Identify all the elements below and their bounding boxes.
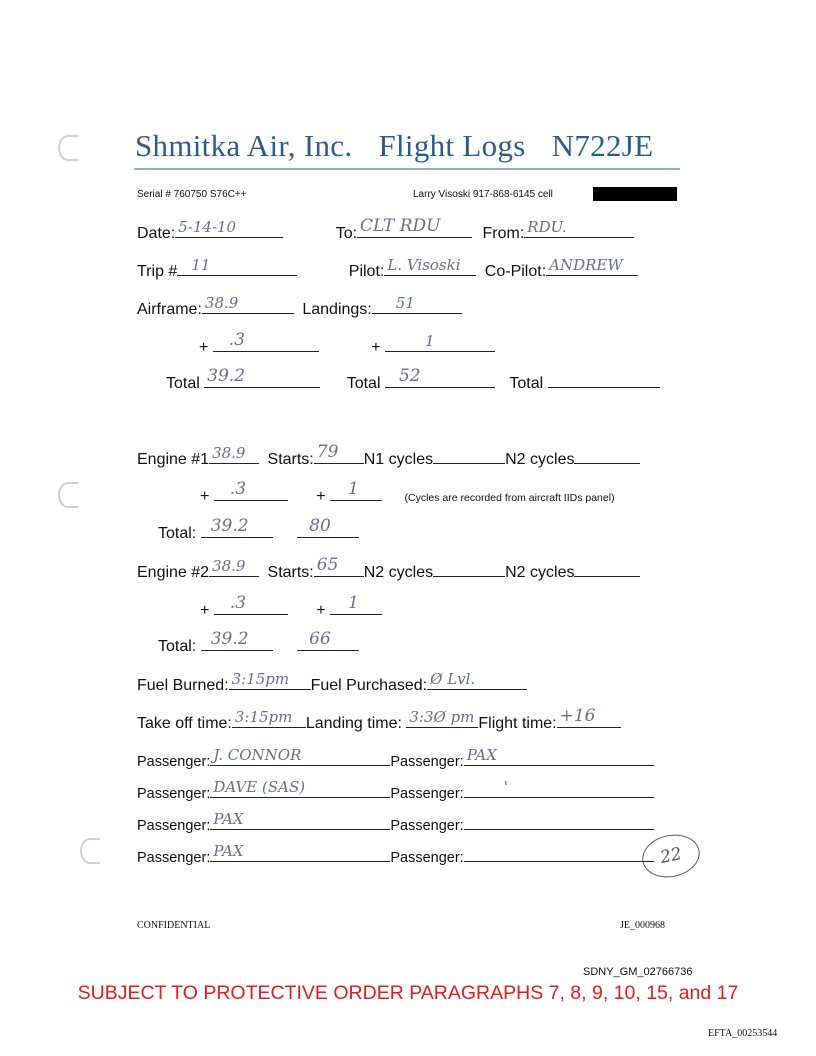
engine1-add-field: .3 [214, 482, 288, 501]
engine1-total-row: Total: 39.2 80 [158, 519, 359, 543]
totals-row: Total 39.2 Total 52 Total [166, 369, 660, 393]
extra-total-field [548, 369, 660, 388]
engine1-starts-add-field: 1 [330, 482, 382, 501]
fuel-purchased-field: Ø Lvl. [427, 671, 527, 690]
punch-hole-mark [80, 838, 100, 864]
efta-number: EFTA_00253544 [708, 1028, 778, 1039]
passenger-field-8 [464, 843, 654, 862]
trip-row: Trip # 11 Pilot: L. Visoski Co-Pilot: ANDREW [137, 257, 638, 281]
sdny-bates-number: SDNY_GM_02766736 [583, 966, 693, 978]
engine1-starts-total-field: 80 [297, 519, 359, 538]
fuel-burned-field: 3:15pm [229, 671, 311, 690]
engine2-field: 38.9 [209, 558, 259, 577]
engine1-field: 38.9 [209, 445, 259, 464]
airframe-row: Airframe: 38.9 Landings: 51 [137, 295, 462, 319]
passenger-field-7: PAX [210, 843, 390, 862]
engine1-row: Engine #1 38.9 Starts: 79 N1 cycles N2 cycles [137, 445, 640, 469]
passenger-field-1: J. CONNOR [210, 747, 390, 766]
flight-time-field: +16 [557, 709, 621, 728]
engine2-total-row: Total: 39.2 66 [158, 632, 359, 656]
engine2-row: Engine #2 38.9 Starts: 65 N2 cycles N2 cycles [137, 558, 640, 582]
landings-add-field: 1 [385, 333, 495, 352]
page-number-circled: 22 [638, 829, 703, 882]
engine2-n2b-field [574, 558, 640, 577]
tail-number: N722JE [551, 128, 654, 163]
engine1-n1-field [433, 445, 505, 464]
passenger-field-4: ' [464, 779, 654, 798]
airframe-add-row: + .3 + 1 [199, 333, 495, 357]
passenger-row-1: Passenger: J. CONNOR Passenger: PAX [137, 747, 654, 770]
passenger-field-5: PAX [210, 811, 390, 830]
pilot-field: L. Visoski [384, 257, 476, 276]
landings-total-field: 52 [385, 369, 495, 388]
passenger-row-4: Passenger: PAX Passenger: [137, 843, 654, 866]
doc-id: JE_000968 [620, 920, 665, 931]
landings-field: 51 [372, 295, 462, 314]
engine2-n2a-field [433, 558, 505, 577]
to-field: CLT RDU [357, 219, 472, 238]
landing-time-field: 3:3Ø pm [406, 709, 478, 728]
engine2-starts-field: 65 [314, 558, 364, 577]
airframe-field: 38.9 [202, 295, 294, 314]
takeoff-time-field: 3:15pm [232, 709, 306, 728]
engine2-starts-add-field: 1 [330, 596, 382, 615]
passenger-field-3: DAVE (SAS) [210, 779, 390, 798]
punch-hole-mark [58, 482, 78, 508]
engine2-starts-total-field: 66 [297, 632, 359, 651]
engine1-total-field: 39.2 [201, 519, 273, 538]
copilot-field: ANDREW [546, 257, 638, 276]
title-divider [134, 168, 680, 170]
fuel-row: Fuel Burned: 3:15pm Fuel Purchased: Ø Lvl. [137, 671, 527, 695]
engine2-add-row: + .3 + 1 [200, 596, 382, 620]
passenger-field-2: PAX [464, 747, 654, 766]
from-field: RDU. [524, 219, 634, 238]
date-row: Date: 5-14-10 To: CLT RDU From: RDU. [137, 219, 634, 243]
redaction-box [593, 187, 677, 201]
passenger-row-2: Passenger: DAVE (SAS) Passenger: ' [137, 779, 654, 802]
page-title [135, 128, 671, 164]
airframe-total-field: 39.2 [204, 369, 320, 388]
passenger-row-3: Passenger: PAX Passenger: [137, 811, 654, 834]
times-row: Take off time: 3:15pm Landing time: 3:3Ø pm Flight time: +16 [137, 709, 621, 733]
trip-field: 11 [177, 257, 297, 276]
engine1-starts-field: 79 [314, 445, 364, 464]
protective-order-notice: SUBJECT TO PROTECTIVE ORDER PARAGRAPHS 7, 8, 9, 10, 15, and 17 [77, 982, 739, 1004]
engine1-add-row: + .3 + 1 (Cycles are recorded from aircraft IIDs panel) [200, 479, 615, 505]
passenger-field-6 [464, 811, 654, 830]
date-field: 5-14-10 [175, 219, 283, 238]
punch-hole-mark [58, 135, 78, 161]
logs-label: Flight Logs [378, 128, 526, 163]
company-name: Shmitka Air, Inc. [135, 128, 353, 163]
contact-info: Larry Visoski 917-868-6145 cell [413, 189, 553, 200]
engine1-n2-field [574, 445, 640, 464]
engine2-add-field: .3 [214, 596, 288, 615]
cycles-note: (Cycles are recorded from aircraft IIDs panel) [404, 492, 615, 504]
serial-number: Serial # 760750 S76C++ [137, 189, 247, 200]
engine2-total-field: 39.2 [201, 632, 273, 651]
airframe-add-field: .3 [213, 333, 319, 352]
confidential-label: CONFIDENTIAL [137, 920, 211, 931]
